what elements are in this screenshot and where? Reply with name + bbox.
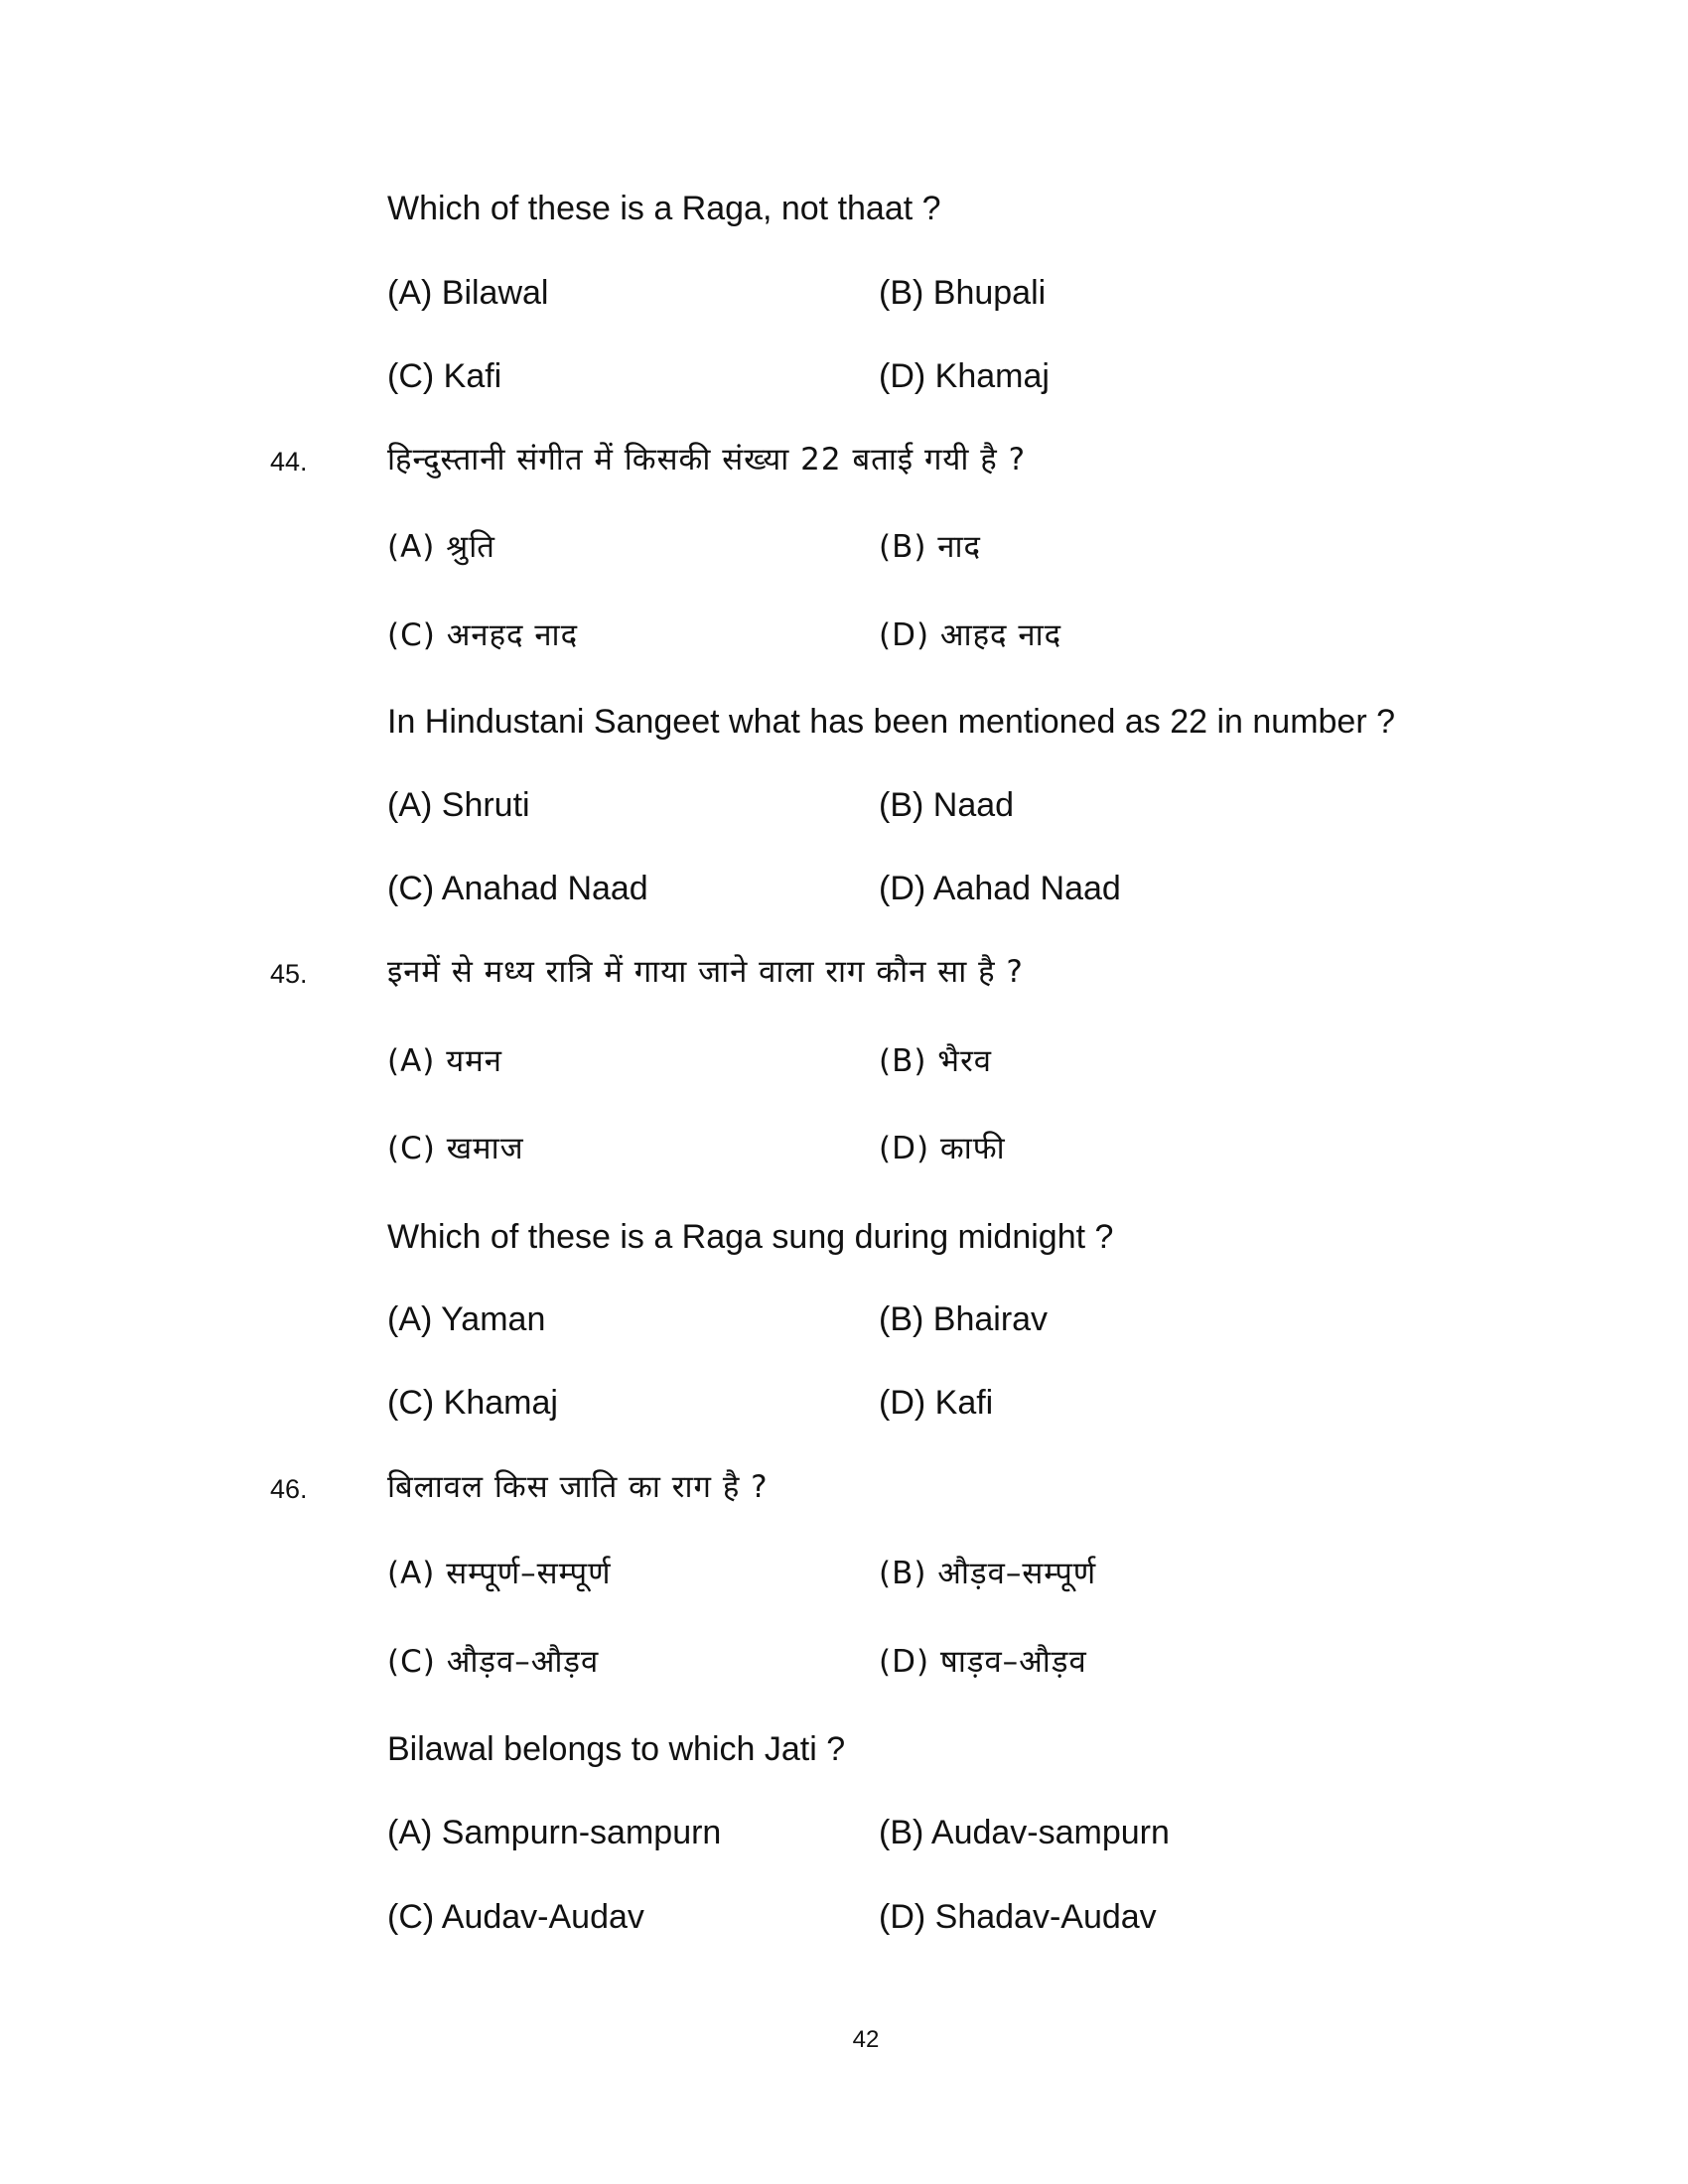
option-d-hindi: (D) षाड़व–औड़व (879, 1644, 1087, 1680)
page-number: 42 (852, 2026, 880, 2053)
option-d: (D) Kafi (879, 1384, 994, 1422)
option-b: (B) Audav-sampurn (879, 1814, 1170, 1851)
option-d-hindi: (D) काफी (879, 1131, 1006, 1166)
option-a-hindi: (A) सम्पूर्ण–सम्पूर्ण (387, 1556, 612, 1591)
question-45-hindi-stem: इनमें से मध्य रात्रि में गाया जाने वाला राग कौन सा है ? (387, 954, 1024, 990)
question-46-english-stem: Bilawal belongs to which Jati ? (387, 1730, 846, 1768)
option-a: (A) Shruti (387, 786, 530, 824)
option-a: (A) Yaman (387, 1300, 546, 1338)
question-number: 46. (270, 1474, 308, 1504)
option-d: (D) Khamaj (879, 357, 1050, 395)
option-a: (A) Bilawal (387, 274, 549, 312)
question-43-english-stem: Which of these is a Raga, not thaat ? (387, 190, 941, 227)
option-c-hindi: (C) औड़व–औड़व (387, 1644, 600, 1680)
option-b: (B) Naad (879, 786, 1015, 824)
option-d: (D) Shadav-Audav (879, 1898, 1157, 1936)
option-b-hindi: (B) नाद (879, 529, 982, 565)
option-d-hindi: (D) आहद नाद (879, 617, 1062, 653)
option-b-hindi: (B) भैरव (879, 1043, 993, 1079)
option-b: (B) Bhupali (879, 274, 1047, 312)
question-number: 45. (270, 959, 308, 989)
question-44-english-stem: In Hindustani Sangeet what has been mentioned as 22 in number ? (387, 703, 1396, 741)
option-c: (C) Anahad Naad (387, 870, 648, 907)
question-46-hindi-stem: बिलावल किस जाति का राग है ? (387, 1469, 769, 1505)
option-c: (C) Khamaj (387, 1384, 558, 1422)
question-44-hindi-stem: हिन्दुस्तानी संगीत में किसकी संख्या 22 बताई गयी है ? (387, 442, 1027, 478)
option-b: (B) Bhairav (879, 1300, 1049, 1338)
option-a: (A) Sampurn-sampurn (387, 1814, 722, 1851)
question-number: 44. (270, 447, 308, 477)
option-b-hindi: (B) औड़व–सम्पूर्ण (879, 1556, 1097, 1591)
option-c: (C) Audav-Audav (387, 1898, 644, 1936)
option-d: (D) Aahad Naad (879, 870, 1121, 907)
option-a-hindi: (A) यमन (387, 1043, 502, 1079)
option-c-hindi: (C) अनहद नाद (387, 617, 579, 653)
option-c: (C) Kafi (387, 357, 502, 395)
option-c-hindi: (C) खमाज (387, 1131, 524, 1166)
option-a-hindi: (A) श्रुति (387, 529, 495, 565)
question-45-english-stem: Which of these is a Raga sung during midnight ? (387, 1218, 1114, 1256)
